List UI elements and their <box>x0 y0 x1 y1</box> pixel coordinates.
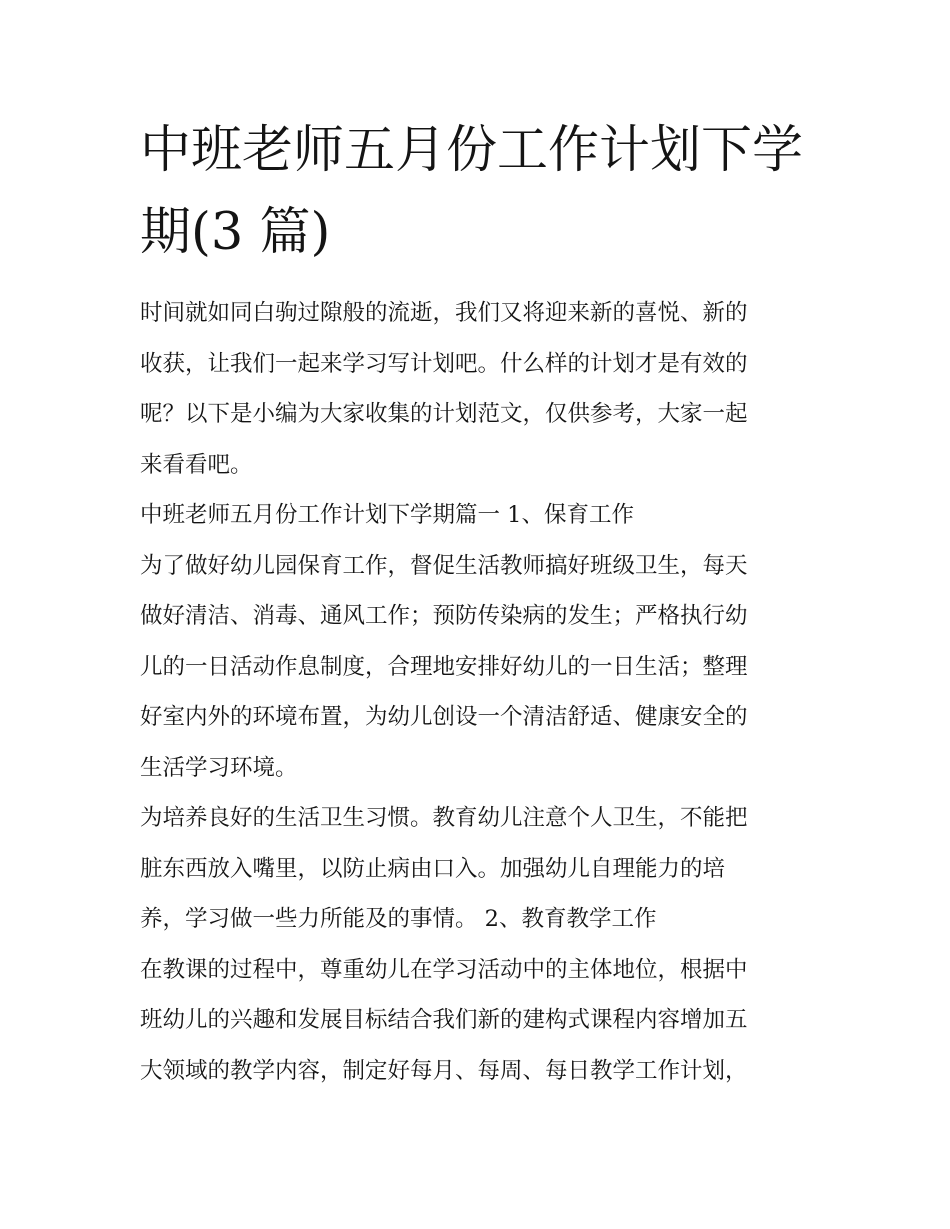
document-page <box>140 110 812 1096</box>
text-line: 为培养良好的生活卫生习惯。教育幼儿注意个人卫生，不能把 <box>140 805 748 831</box>
text-line: 时间就如同白驹过隙般的流逝，我们又将迎来新的喜悦、新的 <box>140 300 748 326</box>
text-line: 好室内外的环境布置，为幼儿创设一个清洁舒适、健康安全的 <box>140 704 748 730</box>
text-line: 来看看吧。 <box>140 451 253 478</box>
text-line: 养，学习做一些力所能及的事情。 2、教育教学工作 <box>140 906 657 932</box>
text-line: 做好清洁、消毒、通风工作；预防传染病的发生；严格执行幼 <box>140 603 748 629</box>
hygiene-paragraph <box>140 793 812 945</box>
text-line: 在教课的过程中，尊重幼儿在学习活动中的主体地位，根据中 <box>140 956 748 983</box>
teaching-paragraph <box>140 945 812 1097</box>
document-title <box>140 110 812 274</box>
text-line: 中班老师五月份工作计划下学期篇一 1、保育工作 <box>140 502 634 528</box>
text-line: 生活学习环境。 <box>140 754 298 781</box>
care-work-paragraph <box>140 541 812 794</box>
text-line: 收获，让我们一起来学习写计划吧。什么样的计划才是有效的 <box>140 350 748 377</box>
title-line: 中班老师五月份工作计划下学 <box>140 121 804 180</box>
text-line: 大领域的教学内容，制定好每月、每周、每日教学工作计划， <box>140 1057 748 1084</box>
text-line: 为了做好幼儿园保育工作，督促生活教师搞好班级卫生，每天 <box>140 552 748 579</box>
text-line: 儿的一日活动作息制度，合理地安排好幼儿的一日生活；整理 <box>140 653 748 680</box>
section-heading-paragraph <box>140 490 812 541</box>
text-line: 脏东西放入嘴里，以防止病由口入。加强幼儿自理能力的培 <box>140 855 726 882</box>
text-line: 班幼儿的兴趣和发展目标结合我们新的建构式课程内容增加五 <box>140 1007 748 1033</box>
title-line: 期(3 篇) <box>140 203 331 262</box>
intro-paragraph <box>140 288 812 490</box>
text-line: 呢？以下是小编为大家收集的计划范文，仅供参考，大家一起 <box>140 401 748 427</box>
